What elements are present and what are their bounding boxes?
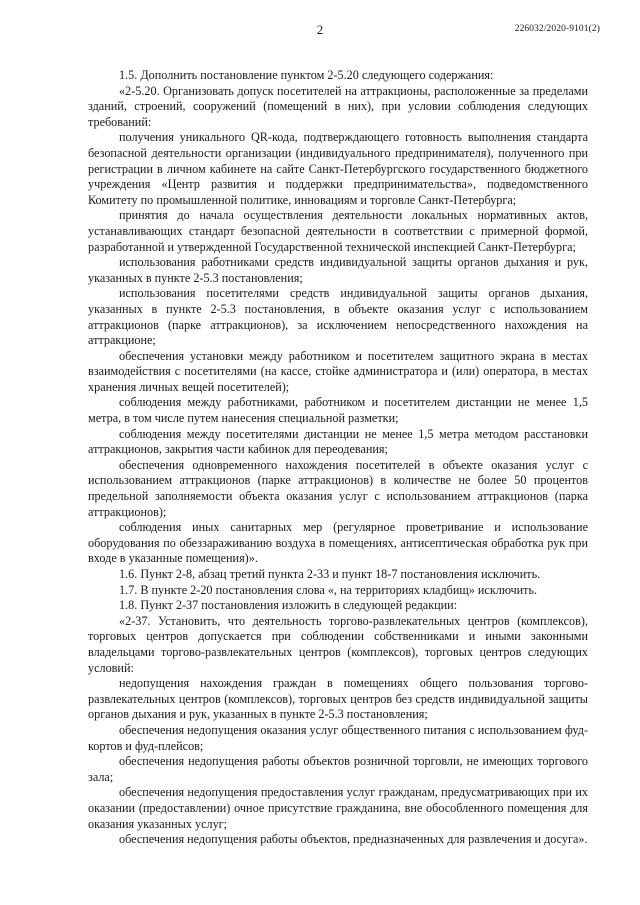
condition-no-retail-without-hall: обеспечения недопущения работы объектов розничной торговли, не имеющих торгового зала;	[88, 754, 588, 784]
document-body	[88, 68, 588, 848]
requirement-visitor-protection: использования посетителями средств индивидуальной защиты органов дыхания, указанных в пункте 2-5.3 постановления, в объекте оказания услуг с использованием аттракционов (парке аттракционов), за исключением непосредственного нахождения на аттракционе;	[88, 286, 588, 348]
condition-no-food-courts: обеспечения недопущения оказания услуг общественного питания с использованием фуд-кортов и фуд-плейсов;	[88, 722, 588, 753]
condition-no-in-person-services: обеспечения недопущения предоставления услуг гражданам, предусматривающих при их оказании (предоставлении) очное присутствие гражданина, вне обособленного помещения для оказания указанных услуг;	[88, 785, 588, 831]
paragraph-2-5-20: «2-5.20. Организовать допуск посетителей на аттракционы, расположенные за пределами зданий, строений, сооружений (помещений в них), при условии соблюдения следующих требований:	[88, 83, 588, 129]
requirement-sanitary-measures: соблюдения иных санитарных мер (регулярное проветривание и использование оборудования по обеззараживанию воздуха в помещениях, антисептическая обработка рук при входе в указанные помещения)».	[88, 520, 588, 566]
requirement-protective-screen: обеспечения установки между работником и посетителем защитного экрана в местах взаимодействия с посетителями (на кассе, стойке администратора и (или) оператора, в местах хранения личных вещей посетителей);	[88, 348, 588, 394]
document-id: 226032/2020-9101(2)	[514, 24, 600, 34]
requirement-local-acts: принятия до начала осуществления деятельности локальных нормативных актов, устанавливающих стандарт безопасной деятельности в соответствии с примерной формой, разработанной и утвержденной Государственной технической инспекцией Санкт-Петербурга;	[88, 208, 588, 254]
condition-no-unprotected-visitors: недопущения нахождения граждан в помещениях общего пользования торгово-развлекательных центров (комплексов), торговых центров без средств индивидуальной защиты органов дыхания и рук, указанных в пункте 2-5.3 постановления;	[88, 676, 588, 722]
paragraph-2-37: «2-37. Установить, что деятельность торгово-развлекательных центров (комплексов), торговых центров допускается при соблюдении собственниками и иными законными владельцами торгово-развлекательных центров (комплексов), торговых центров следующих условий:	[88, 613, 588, 675]
requirement-occupancy-limit: обеспечения одновременного нахождения посетителей в объекте оказания услуг с использованием аттракционов (парке аттракционов) в количестве не более 50 процентов предельной заполняемости объекта оказания услуг с использованием аттракционов (парка аттракционов);	[88, 457, 588, 519]
page-number: 2	[316, 22, 324, 37]
requirement-visitor-distance: соблюдения между посетителями дистанции не менее 1,5 метра методом расстановки аттракционов, закрытия части кабинок для переодевания;	[88, 426, 588, 457]
paragraph-1-7: 1.7. В пункте 2-20 постановления слова «, на территориях кладбищ» исключить.	[119, 582, 538, 597]
condition-no-entertainment: обеспечения недопущения работы объектов, предназначенных для развлечения и досуга».	[119, 832, 588, 847]
requirement-staff-distance: соблюдения между работниками, работником и посетителем дистанции не менее 1,5 метра, в том числе путем нанесения специальной разметки;	[88, 395, 588, 426]
requirement-staff-protection: использования работниками средств индивидуальной защиты органов дыхания и рук, указанных в пункте 2-5.3 постановления;	[88, 255, 588, 285]
requirement-qr-code: получения уникального QR-кода, подтверждающего готовность выполнения стандарта безопасной деятельности организации (индивидуального предпринимателя), полученного при регистрации в личном кабинете на сайте Санкт-Петербургского государственного бюджетного учреждения «Центр развития и поддержки предпринимательства», подведомственного Комитету по промышленной политике, инновациям и торговле Санкт-Петербурга;	[88, 130, 588, 207]
paragraph-1-6: 1.6. Пункт 2-8, абзац третий пункта 2-33 и пункт 18-7 постановления исключить.	[119, 567, 541, 581]
paragraph-1-5: 1.5. Дополнить постановление пунктом 2-5.20 следующего содержания:	[119, 68, 494, 82]
paragraph-1-8: 1.8. Пункт 2-37 постановления изложить в следующей редакции:	[119, 598, 458, 613]
